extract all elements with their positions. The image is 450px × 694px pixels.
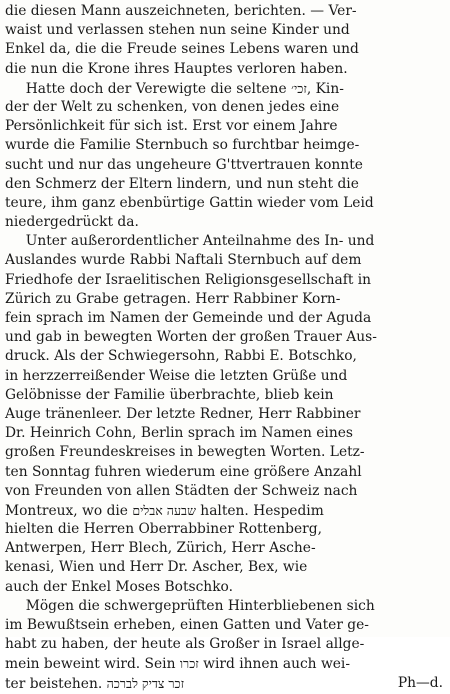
text-line [5,558,443,577]
line-text: Montreux, wo die שבעה אבלים halten. Hespedim [5,502,324,519]
line-text: Gelöbnisse der Familie überbrachte, blieb kein [5,386,334,403]
line-text: niedergedrückt da. [5,214,139,231]
line-text: Unter außerordentlicher Anteilnahme des In- und [25,233,375,250]
text-line [5,424,443,443]
line-text: druck. Als der Schwiegersohn, Rabbi E. Botschko, [5,348,357,365]
text-line [5,40,443,59]
text-line [5,597,443,616]
line-text: Zürich zu Grabe getragen. Herr Rabbiner Korn- [5,290,341,307]
text-line [5,21,443,40]
text-line [5,117,443,136]
text-line [5,79,443,98]
line-text: wurde die Familie Sternbuch so furchtbar heimge- [5,137,360,154]
article-text [5,2,443,693]
text-line [5,501,443,520]
hebrew-word: זכרו [179,656,199,672]
line-text: Persönlichkeit für sich ist. Erst vor einem Jahre [5,118,338,135]
hebrew-phrase: זכר צדיק לברכה [106,675,185,691]
line-text: im Bewußtsein erheben, einen Gatten und Vater ge- [5,617,369,633]
text-line [5,175,443,194]
text-line [5,674,443,693]
line-text: in herzzerreißender Weise die letzten Grüße und [5,367,348,384]
line-text: auch der Enkel Moses Botschko. [5,578,234,595]
line-text: teure, ihm ganz ebenbürtige Gattin wieder vom Leid [5,194,374,211]
text-line [5,347,443,366]
line-text: sucht und nur das ungeheure G'ttvertrauen konnte [5,156,363,173]
author-signature: Ph—d. [397,674,443,691]
text-line [5,213,443,232]
line-text: ter beistehen. זכר צדיק לברכה [5,675,185,692]
line-text: Hatte doch der Verewigte die seltene זכי׳, Kin- [25,80,344,97]
line-text: Enkel da, die die Freude seines Lebens waren und [5,41,359,58]
line-text: kenasi, Wien und Herr Dr. Ascher, Bex, wie [5,559,308,576]
line-text: waist und verlassen stehen nun seine Kinder und [5,22,350,39]
hebrew-word: שבעה אבלים [132,502,196,518]
line-text: fein sprach im Namen der Gemeinde und der Aguda [5,310,372,326]
hebrew-word: זכי׳ [291,80,307,96]
text-line [5,309,443,328]
line-text: die nun die Krone ihres Hauptes verloren haben. [5,60,348,77]
text-line [5,156,443,175]
line-text: Dr. Heinrich Cohn, Berlin sprach im Namen eines [5,425,353,442]
text-line [5,578,443,597]
text-line [5,232,443,251]
text-line [5,271,443,290]
line-text: der der Welt zu schenken, von denen jedes eine [5,98,340,115]
text-line [5,136,443,155]
line-text: Friedhofe der Israelitischen Religionsgesellschaft in [5,271,372,288]
text-line [5,194,443,213]
line-text: die diesen Mann auszeichneten, berichten. — Ver- [5,3,357,19]
text-line [5,482,443,501]
text-line [5,539,443,558]
text-line [5,654,443,673]
line-text: Auslandes wurde Rabbi Naftali Sternbuch auf dem [5,252,362,269]
line-text: ten Sonntag fuhren wiederum eine größere Anzahl [5,463,362,480]
line-text: von Freunden von allen Städten der Schweiz nach [5,482,358,499]
line-text: Auge tränenleer. Der letzte Redner, Herr Rabbiner [5,405,361,422]
text-line [5,251,443,270]
line-text: Antwerpen, Herr Blech, Zürich, Herr Asche- [5,540,316,557]
text-line [5,405,443,424]
line-text: und gab in bewegten Worten der großen Trauer Aus- [5,329,377,346]
text-line [5,463,443,482]
text-line [5,2,443,21]
text-line [5,635,443,654]
line-text: den Schmerz der Eltern lindern, und nun steht die [5,175,359,192]
line-text: Mögen die schwergeprüften Hinterbliebenen sich [25,597,375,614]
text-line [5,443,443,462]
line-text: hielten die Herren Oberrabbiner Rottenberg, [5,521,322,538]
line-text: großen Freundeskreises in bewegten Worten. Letz- [5,444,365,461]
text-line [5,60,443,79]
text-line [5,290,443,309]
line-text: habt zu haben, der heute als Großer in Israel allge- [5,636,365,653]
text-line [5,98,443,117]
text-line [5,328,443,347]
text-line [5,520,443,539]
line-text: mein beweint wird. Sein זכרו wird ihnen auch wei- [5,656,350,673]
text-line [5,616,443,635]
text-line [5,367,443,386]
text-line [5,386,443,405]
